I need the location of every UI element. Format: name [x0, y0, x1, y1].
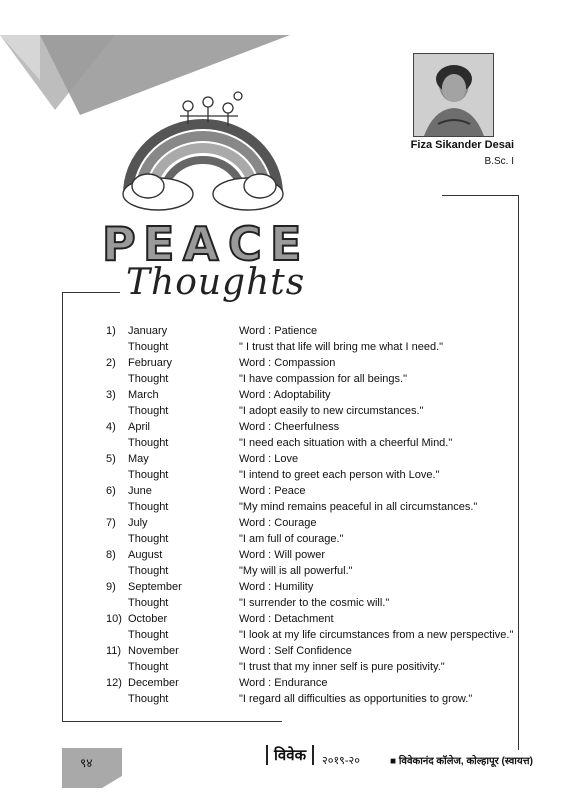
frame-line: [442, 195, 518, 196]
svg-text:E: E: [143, 217, 175, 264]
item-thought: " I trust that life will bring me what I need.": [239, 341, 444, 353]
item-word: Word : Compassion: [239, 357, 336, 369]
item-month: September: [128, 581, 182, 593]
item-word: Word : Adoptability: [239, 389, 331, 401]
item-thought: "I have compassion for all beings.": [239, 373, 408, 385]
item-thought-label: Thought: [128, 565, 169, 577]
item-thought-label: Thought: [128, 341, 169, 353]
item-thought: "I intend to greet each person with Love.": [239, 469, 440, 481]
page-number: ९४: [80, 756, 93, 770]
page-heading: Thoughts: [126, 262, 306, 303]
item-number: 12): [106, 677, 122, 689]
author-photo: [413, 53, 494, 137]
item-word: Word : Humility: [239, 581, 314, 593]
item-number: 10): [106, 613, 122, 625]
item-thought-label: Thought: [128, 405, 169, 417]
item-number: 8): [106, 549, 116, 561]
item-thought-label: Thought: [128, 469, 169, 481]
item-number: 11): [106, 645, 122, 657]
item-month: March: [128, 389, 159, 401]
item-thought: "I am full of courage.": [239, 533, 344, 545]
item-number: 6): [106, 485, 116, 497]
item-word: Word : Detachment: [239, 613, 334, 625]
author-class: B.Sc. I: [484, 156, 514, 167]
item-month: October: [128, 613, 168, 625]
item-month: February: [128, 357, 173, 369]
item-month: June: [128, 485, 152, 497]
item-month: July: [128, 517, 148, 529]
item-word: Word : Cheerfulness: [239, 421, 340, 433]
item-thought-label: Thought: [128, 597, 169, 609]
item-month: May: [128, 453, 149, 465]
item-month: April: [128, 421, 151, 433]
item-number: 4): [106, 421, 116, 433]
magazine-name: विवेक: [266, 745, 314, 765]
item-thought: "I look at my life circumstances from a new perspective.": [239, 629, 514, 641]
item-number: 7): [106, 517, 116, 529]
frame-line: [62, 721, 282, 722]
item-thought: "My mind remains peaceful in all circumstances.": [239, 501, 478, 513]
item-word: Word : Peace: [239, 485, 306, 497]
item-word: Word : Self Confidence: [239, 645, 352, 657]
item-word: Word : Courage: [239, 517, 317, 529]
svg-text:P: P: [102, 217, 136, 264]
item-thought-label: Thought: [128, 533, 169, 545]
portrait-image: [414, 54, 493, 136]
item-month: November: [128, 645, 179, 657]
item-number: 3): [106, 389, 116, 401]
frame-line: [62, 292, 63, 722]
item-number: 9): [106, 581, 116, 593]
item-thought-label: Thought: [128, 693, 169, 705]
item-number: 5): [106, 453, 116, 465]
item-thought: "I trust that my inner self is pure positivity.": [239, 661, 445, 673]
item-thought-label: Thought: [128, 437, 169, 449]
item-thought: "I regard all difficulties as opportunities to grow.": [239, 693, 473, 705]
svg-text:C: C: [228, 217, 262, 264]
item-thought-label: Thought: [128, 661, 169, 673]
item-month: August: [128, 549, 163, 561]
item-thought: "I adopt easily to new circumstances.": [239, 405, 424, 417]
item-thought: "My will is all powerful.": [239, 565, 353, 577]
item-number: 2): [106, 357, 116, 369]
svg-text:E: E: [270, 217, 302, 264]
item-number: 1): [106, 325, 116, 337]
college-name: ■ विवेकानंद कॉलेज, कोल्हापूर (स्वायत्त): [390, 756, 533, 767]
item-thought-label: Thought: [128, 501, 169, 513]
item-thought-label: Thought: [128, 629, 169, 641]
peace-illustration: [88, 84, 333, 264]
item-month: December: [128, 677, 179, 689]
frame-line: [62, 292, 120, 293]
svg-text:A: A: [183, 217, 219, 264]
item-word: Word : Love: [239, 453, 299, 465]
frame-line: [518, 195, 519, 750]
item-thought-label: Thought: [128, 373, 169, 385]
item-thought: "I surrender to the cosmic will.": [239, 597, 390, 609]
item-word: Word : Will power: [239, 549, 325, 561]
item-month: January: [128, 325, 168, 337]
magazine-year: २०१९-२०: [322, 755, 360, 767]
item-word: Word : Endurance: [239, 677, 328, 689]
item-thought: "I need each situation with a cheerful Mind.": [239, 437, 453, 449]
item-word: Word : Patience: [239, 325, 318, 337]
author-name: Fiza Sikander Desai: [410, 139, 514, 151]
